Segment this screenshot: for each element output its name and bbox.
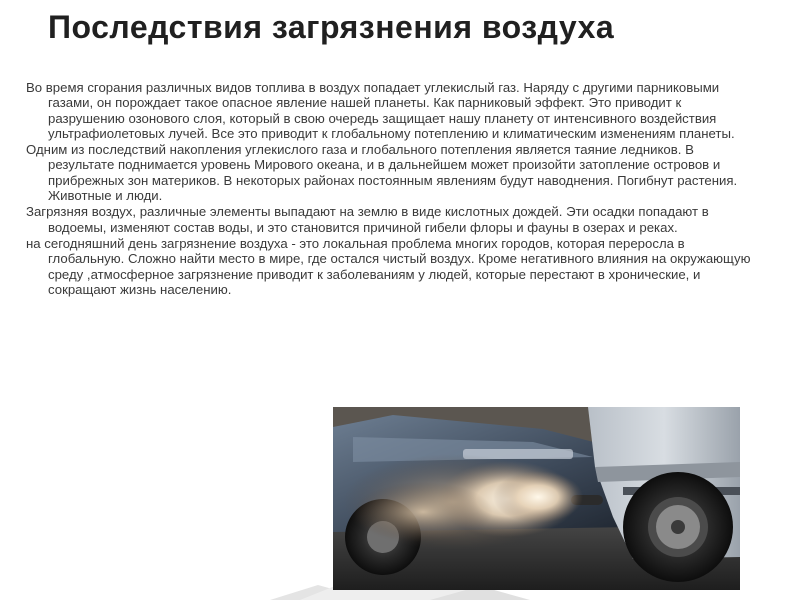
car-exhaust-illustration	[333, 407, 740, 590]
paragraph-acid-rain: Загрязняя воздух, различные элементы выпадают на землю в виде кислотных дождей. Эти осадки попадают в водоемы, изменяют состав воды, и это становится причиной гибели флоры и фауны в озерах и реках.	[26, 204, 709, 235]
paragraph-global-problem: на сегодняшний день загрязнение воздуха - это локальная проблема многих городов, которая переросла в глобальную. Сложно найти место в мире, где остался чистый воздух. Кроме негативного влияния на окружающую среду ,атмосферное загрязнение приводит к заболеваниям у людей, которые перестают в хронические, и сокращают жизнь населению.	[26, 235, 751, 297]
slide-title: Последствия загрязнения воздуха	[48, 9, 615, 45]
paragraph-glaciers: Одним из последствий накопления углекислого газа и глобального потепления является таяние ледников. В результате поднимается уровень Мирового океана, и в дальнейшем может произойти затопление островов и прибрежных зон материков. В некоторых районах постоянным явлениям будут наводнения. Погибнут растения. Животные и люди.	[26, 142, 738, 204]
car-exhaust-photo	[333, 407, 740, 590]
slide-body	[26, 80, 754, 298]
paragraph-greenhouse: Во время сгорания различных видов топлива в воздух попадает углекислый газ. Наряду с другими парниковыми газами, он порождает такое опасное явление нашей планеты. Как парниковый эффект. Это приводит к разрушению озонового слоя, который в свою очередь защищает нашу планету от интенсивного воздействия ультрафиолетовых лучей. Все это приводит к глобальному потеплению и климатическим изменениям планеты.	[26, 80, 735, 141]
